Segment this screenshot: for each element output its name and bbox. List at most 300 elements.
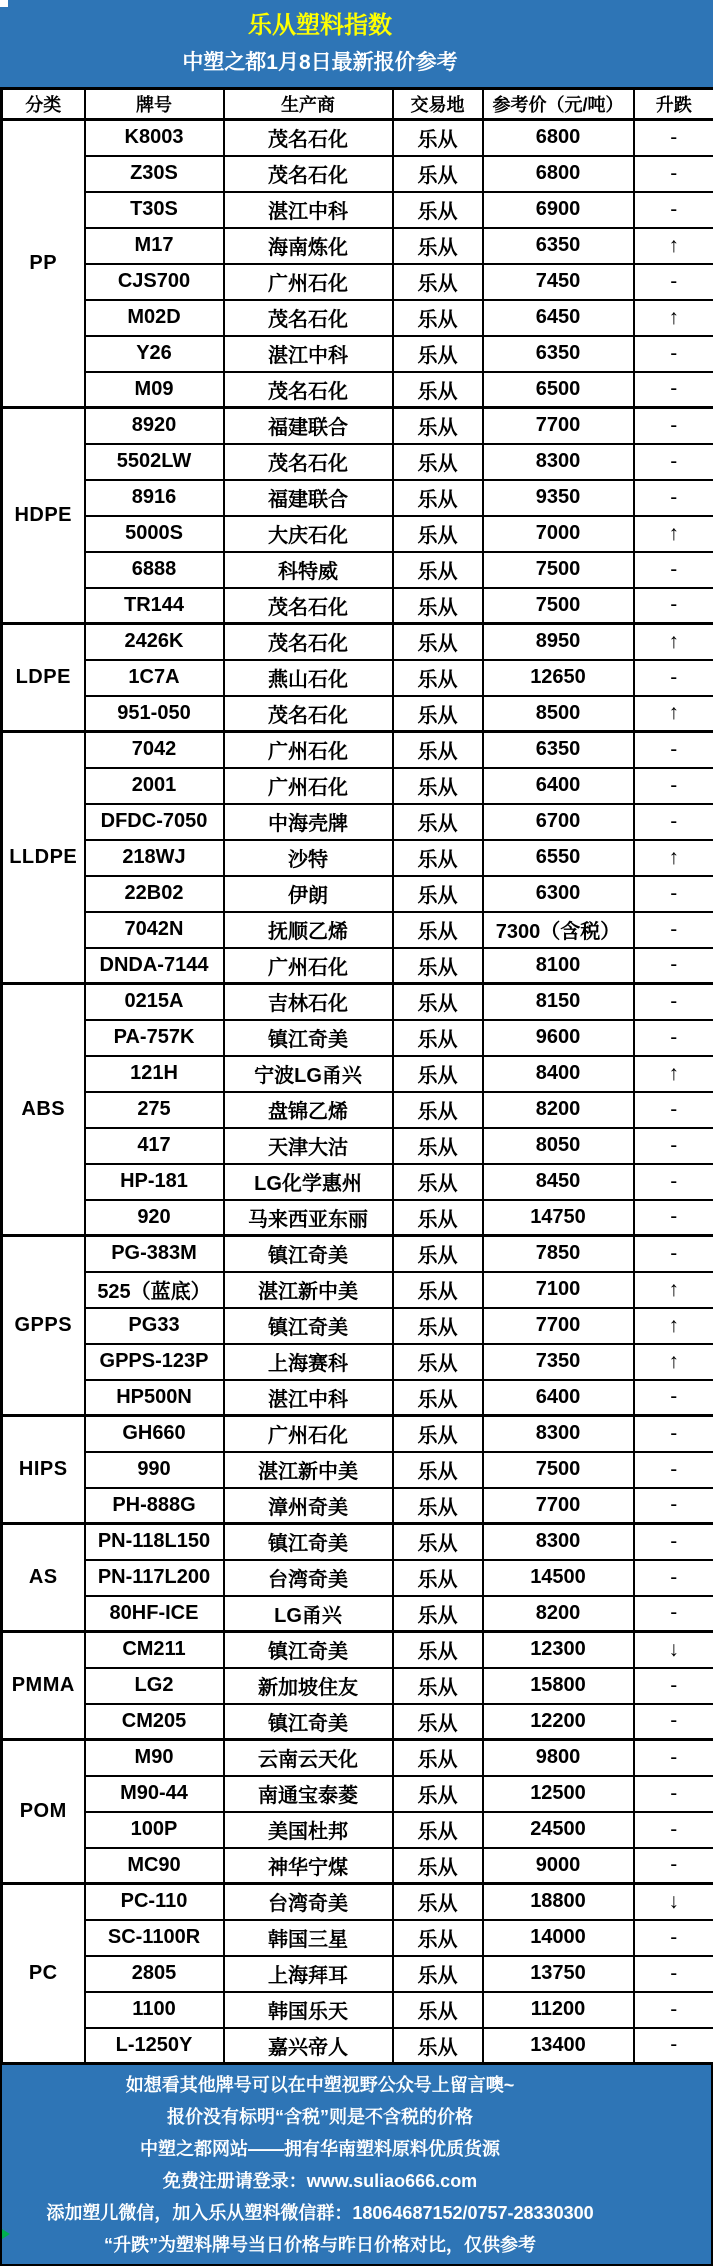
market-cell: 乐从	[393, 156, 483, 192]
market-cell: 乐从	[393, 696, 483, 732]
market-cell: 乐从	[393, 804, 483, 840]
footer-line-5: 添加塑儿微信，加入乐从塑料微信群：18064687152/0757-28330300	[2, 2197, 638, 2229]
price-cell: 6900	[483, 192, 634, 228]
price-cell: 6500	[483, 372, 634, 408]
price-cell: 6350	[483, 228, 634, 264]
producer-cell: 福建联合	[224, 408, 393, 444]
trend-cell: -	[634, 1776, 713, 1812]
producer-cell: 台湾奇美	[224, 1884, 393, 1920]
producer-cell: 美国杜邦	[224, 1812, 393, 1848]
producer-cell: 燕山石化	[224, 660, 393, 696]
producer-cell: 上海拜耳	[224, 1956, 393, 1992]
price-cell: 18800	[483, 1884, 634, 1920]
price-cell: 13750	[483, 1956, 634, 1992]
table-row	[2, 1344, 713, 1380]
trend-cell: -	[634, 552, 713, 588]
table-row	[2, 444, 713, 480]
market-cell: 乐从	[393, 1560, 483, 1596]
market-cell: 乐从	[393, 912, 483, 948]
grade-cell: 2805	[85, 1956, 224, 1992]
grade-cell: GPPS-123P	[85, 1344, 224, 1380]
trend-cell: -	[634, 408, 713, 444]
market-cell: 乐从	[393, 768, 483, 804]
table-row	[2, 192, 713, 228]
footer-line-4: 免费注册请登录：www.suliao666.com	[2, 2165, 638, 2197]
trend-cell: -	[634, 372, 713, 408]
producer-cell: 广州石化	[224, 768, 393, 804]
producer-cell: 广州石化	[224, 732, 393, 768]
table-row	[2, 840, 713, 876]
table-row	[2, 1200, 713, 1236]
price-cell: 7850	[483, 1236, 634, 1272]
market-cell: 乐从	[393, 876, 483, 912]
price-cell: 7700	[483, 1488, 634, 1524]
grade-cell: 22B02	[85, 876, 224, 912]
trend-cell: -	[634, 1992, 713, 2028]
producer-cell: 湛江新中美	[224, 1452, 393, 1488]
table-row	[2, 336, 713, 372]
price-cell: 8500	[483, 696, 634, 732]
table-row	[2, 408, 713, 444]
grade-cell: 5502LW	[85, 444, 224, 480]
market-cell: 乐从	[393, 1812, 483, 1848]
table-row	[2, 1668, 713, 1704]
price-cell: 7350	[483, 1344, 634, 1380]
grade-cell: T30S	[85, 192, 224, 228]
price-cell: 7100	[483, 1272, 634, 1308]
trend-cell: ↑	[634, 624, 713, 660]
producer-cell: 福建联合	[224, 480, 393, 516]
price-cell: 12650	[483, 660, 634, 696]
grade-cell: 1C7A	[85, 660, 224, 696]
market-cell: 乐从	[393, 984, 483, 1020]
market-cell: 乐从	[393, 1056, 483, 1092]
table-row	[2, 480, 713, 516]
producer-cell: 广州石化	[224, 948, 393, 984]
trend-cell: -	[634, 1416, 713, 1452]
table-row	[2, 264, 713, 300]
table-row	[2, 1164, 713, 1200]
grade-cell: 7042N	[85, 912, 224, 948]
column-header-1: 牌号	[85, 89, 224, 120]
table-row	[2, 696, 713, 732]
table-row	[2, 1236, 713, 1272]
market-cell: 乐从	[393, 1920, 483, 1956]
trend-cell: -	[634, 1200, 713, 1236]
grade-cell: 100P	[85, 1812, 224, 1848]
grade-cell: 525（蓝底）	[85, 1272, 224, 1308]
table-row	[2, 948, 713, 984]
grade-cell: L-1250Y	[85, 2028, 224, 2064]
grade-cell: 2426K	[85, 624, 224, 660]
trend-cell: -	[634, 444, 713, 480]
price-cell: 14750	[483, 1200, 634, 1236]
grade-cell: 80HF-ICE	[85, 1596, 224, 1632]
market-cell: 乐从	[393, 732, 483, 768]
price-cell: 6450	[483, 300, 634, 336]
table-row	[2, 1416, 713, 1452]
grade-cell: 951-050	[85, 696, 224, 732]
trend-cell: ↑	[634, 1272, 713, 1308]
grade-cell: HP500N	[85, 1380, 224, 1416]
trend-cell: -	[634, 1812, 713, 1848]
grade-cell: Y26	[85, 336, 224, 372]
market-cell: 乐从	[393, 264, 483, 300]
price-cell: 8300	[483, 1416, 634, 1452]
table-row	[2, 1812, 713, 1848]
trend-cell: ↑	[634, 1344, 713, 1380]
price-cell: 9600	[483, 1020, 634, 1056]
trend-cell: -	[634, 1020, 713, 1056]
trend-cell: -	[634, 480, 713, 516]
producer-cell: 伊朗	[224, 876, 393, 912]
producer-cell: 科特威	[224, 552, 393, 588]
price-cell: 7500	[483, 588, 634, 624]
producer-cell: 台湾奇美	[224, 1560, 393, 1596]
price-cell: 12200	[483, 1704, 634, 1740]
trend-cell: -	[634, 1128, 713, 1164]
table-row	[2, 1560, 713, 1596]
grade-cell: PG-383M	[85, 1236, 224, 1272]
column-header-5: 升跌	[634, 89, 713, 120]
trend-cell: -	[634, 1704, 713, 1740]
producer-cell: 镇江奇美	[224, 1524, 393, 1560]
price-cell: 6400	[483, 1380, 634, 1416]
price-cell: 14000	[483, 1920, 634, 1956]
market-cell: 乐从	[393, 1884, 483, 1920]
price-cell: 8300	[483, 1524, 634, 1560]
trend-cell: -	[634, 984, 713, 1020]
market-cell: 乐从	[393, 1092, 483, 1128]
table-row	[2, 1128, 713, 1164]
producer-cell: 海南炼化	[224, 228, 393, 264]
producer-cell: 南通宝泰菱	[224, 1776, 393, 1812]
producer-cell: 湛江新中美	[224, 1272, 393, 1308]
table-row	[2, 1884, 713, 1920]
price-cell: 6400	[483, 768, 634, 804]
market-cell: 乐从	[393, 1380, 483, 1416]
producer-cell: 神华宁煤	[224, 1848, 393, 1884]
market-cell: 乐从	[393, 444, 483, 480]
price-table	[0, 87, 713, 2065]
trend-cell: -	[634, 588, 713, 624]
table-row	[2, 1020, 713, 1056]
grade-cell: 8920	[85, 408, 224, 444]
footer-line-1: 如想看其他牌号可以在中塑视野公众号上留言噢~	[2, 2069, 638, 2101]
producer-cell: 茂名石化	[224, 696, 393, 732]
grade-cell: PC-110	[85, 1884, 224, 1920]
producer-cell: 抚顺乙烯	[224, 912, 393, 948]
producer-cell: 广州石化	[224, 264, 393, 300]
grade-cell: M90-44	[85, 1776, 224, 1812]
category-cell: PP	[2, 120, 85, 408]
market-cell: 乐从	[393, 120, 483, 156]
producer-cell: 湛江中科	[224, 1380, 393, 1416]
grade-cell: LG2	[85, 1668, 224, 1704]
producer-cell: 漳州奇美	[224, 1488, 393, 1524]
grade-cell: PA-757K	[85, 1020, 224, 1056]
market-cell: 乐从	[393, 1632, 483, 1668]
market-cell: 乐从	[393, 660, 483, 696]
market-cell: 乐从	[393, 1308, 483, 1344]
trend-cell: ↑	[634, 696, 713, 732]
table-row	[2, 1452, 713, 1488]
price-cell: 9000	[483, 1848, 634, 1884]
trend-cell: -	[634, 1740, 713, 1776]
trend-cell: -	[634, 660, 713, 696]
grade-cell: CM211	[85, 1632, 224, 1668]
trend-cell: ↑	[634, 840, 713, 876]
grade-cell: PN-118L150	[85, 1524, 224, 1560]
grade-cell: 0215A	[85, 984, 224, 1020]
trend-cell: ↓	[634, 1884, 713, 1920]
producer-cell: 上海赛科	[224, 1344, 393, 1380]
header-banner	[0, 0, 713, 87]
market-cell: 乐从	[393, 228, 483, 264]
market-cell: 乐从	[393, 1488, 483, 1524]
producer-cell: 吉林石化	[224, 984, 393, 1020]
price-cell: 6550	[483, 840, 634, 876]
table-row	[2, 2028, 713, 2064]
table-row	[2, 1632, 713, 1668]
market-cell: 乐从	[393, 1452, 483, 1488]
producer-cell: 镇江奇美	[224, 1632, 393, 1668]
price-cell: 8050	[483, 1128, 634, 1164]
trend-cell: -	[634, 1092, 713, 1128]
producer-cell: 茂名石化	[224, 120, 393, 156]
producer-cell: 茂名石化	[224, 372, 393, 408]
column-header-4: 参考价（元/吨）	[483, 89, 634, 120]
producer-cell: 新加坡住友	[224, 1668, 393, 1704]
trend-cell: -	[634, 948, 713, 984]
trend-cell: -	[634, 1164, 713, 1200]
grade-cell: M09	[85, 372, 224, 408]
grade-cell: SC-1100R	[85, 1920, 224, 1956]
category-cell: POM	[2, 1740, 85, 1884]
grade-cell: CJS700	[85, 264, 224, 300]
producer-cell: LG化学惠州	[224, 1164, 393, 1200]
producer-cell: 韩国三星	[224, 1920, 393, 1956]
market-cell: 乐从	[393, 408, 483, 444]
producer-cell: 茂名石化	[224, 300, 393, 336]
producer-cell: 湛江中科	[224, 192, 393, 228]
price-cell: 9350	[483, 480, 634, 516]
trend-cell: -	[634, 1236, 713, 1272]
grade-cell: DNDA-7144	[85, 948, 224, 984]
price-cell: 8300	[483, 444, 634, 480]
producer-cell: 镇江奇美	[224, 1308, 393, 1344]
price-cell: 12300	[483, 1632, 634, 1668]
trend-cell: ↓	[634, 1632, 713, 1668]
market-cell: 乐从	[393, 300, 483, 336]
category-cell: LDPE	[2, 624, 85, 732]
price-cell: 6300	[483, 876, 634, 912]
price-cell: 8100	[483, 948, 634, 984]
table-row	[2, 1272, 713, 1308]
trend-cell: -	[634, 768, 713, 804]
producer-cell: 韩国乐天	[224, 1992, 393, 2028]
footer-line-2: 报价没有标明“含税”则是不含税的价格	[2, 2101, 638, 2133]
price-cell: 6350	[483, 336, 634, 372]
grade-cell: 417	[85, 1128, 224, 1164]
price-cell: 8400	[483, 1056, 634, 1092]
grade-cell: 218WJ	[85, 840, 224, 876]
producer-cell: 茂名石化	[224, 156, 393, 192]
market-cell: 乐从	[393, 588, 483, 624]
price-cell: 7300（含税）	[483, 912, 634, 948]
price-cell: 7450	[483, 264, 634, 300]
price-cell: 8150	[483, 984, 634, 1020]
category-cell: HDPE	[2, 408, 85, 624]
price-cell: 8200	[483, 1092, 634, 1128]
footer-banner	[0, 2065, 713, 2266]
grade-cell: CM205	[85, 1704, 224, 1740]
grade-cell: M90	[85, 1740, 224, 1776]
price-cell: 6800	[483, 156, 634, 192]
trend-cell: ↑	[634, 1056, 713, 1092]
producer-cell: 中海壳牌	[224, 804, 393, 840]
grade-cell: 275	[85, 1092, 224, 1128]
grade-cell: TR144	[85, 588, 224, 624]
footer-line-6: “升跌”为塑料牌号当日价格与昨日价格对比，仅供参考	[2, 2229, 638, 2261]
producer-cell: 镇江奇美	[224, 1020, 393, 1056]
table-row	[2, 300, 713, 336]
trend-cell: -	[634, 1668, 713, 1704]
price-cell: 7700	[483, 1308, 634, 1344]
table-row	[2, 1776, 713, 1812]
grade-cell: M17	[85, 228, 224, 264]
table-row	[2, 156, 713, 192]
table-row	[2, 804, 713, 840]
table-row	[2, 1308, 713, 1344]
trend-cell: -	[634, 1452, 713, 1488]
grade-cell: PH-888G	[85, 1488, 224, 1524]
price-cell: 8950	[483, 624, 634, 660]
market-cell: 乐从	[393, 1164, 483, 1200]
table-row	[2, 1056, 713, 1092]
producer-cell: 沙特	[224, 840, 393, 876]
table-header-row	[2, 89, 713, 120]
trend-cell: ↑	[634, 1308, 713, 1344]
category-cell: AS	[2, 1524, 85, 1632]
grade-cell: 1100	[85, 1992, 224, 2028]
category-cell: HIPS	[2, 1416, 85, 1524]
grade-cell: 8916	[85, 480, 224, 516]
grade-cell: PN-117L200	[85, 1560, 224, 1596]
price-cell: 8450	[483, 1164, 634, 1200]
market-cell: 乐从	[393, 1272, 483, 1308]
table-row	[2, 552, 713, 588]
grade-cell: 121H	[85, 1056, 224, 1092]
screenshot-corner-artifact	[0, 0, 8, 7]
grade-cell: 7042	[85, 732, 224, 768]
price-cell: 8200	[483, 1596, 634, 1632]
grade-cell: M02D	[85, 300, 224, 336]
price-cell: 6700	[483, 804, 634, 840]
price-cell: 7500	[483, 1452, 634, 1488]
producer-cell: 湛江中科	[224, 336, 393, 372]
trend-cell: -	[634, 156, 713, 192]
table-row	[2, 1596, 713, 1632]
price-cell: 13400	[483, 2028, 634, 2064]
producer-cell: 茂名石化	[224, 624, 393, 660]
grade-cell: GH660	[85, 1416, 224, 1452]
price-cell: 6800	[483, 120, 634, 156]
table-row	[2, 372, 713, 408]
price-cell: 24500	[483, 1812, 634, 1848]
market-cell: 乐从	[393, 1992, 483, 2028]
market-cell: 乐从	[393, 336, 483, 372]
grade-cell: 990	[85, 1452, 224, 1488]
grade-cell: 6888	[85, 552, 224, 588]
trend-cell: -	[634, 1848, 713, 1884]
market-cell: 乐从	[393, 1704, 483, 1740]
market-cell: 乐从	[393, 1236, 483, 1272]
grade-cell: HP-181	[85, 1164, 224, 1200]
producer-cell: 镇江奇美	[224, 1236, 393, 1272]
category-cell: PC	[2, 1884, 85, 2064]
market-cell: 乐从	[393, 1668, 483, 1704]
trend-cell: -	[634, 2028, 713, 2064]
trend-cell: -	[634, 1920, 713, 1956]
producer-cell: 嘉兴帝人	[224, 2028, 393, 2064]
grade-cell: DFDC-7050	[85, 804, 224, 840]
table-row	[2, 1992, 713, 2028]
trend-cell: -	[634, 264, 713, 300]
market-cell: 乐从	[393, 192, 483, 228]
producer-cell: 宁波LG甬兴	[224, 1056, 393, 1092]
grade-cell: 5000S	[85, 516, 224, 552]
market-cell: 乐从	[393, 1128, 483, 1164]
trend-cell: -	[634, 192, 713, 228]
table-row	[2, 228, 713, 264]
market-cell: 乐从	[393, 1740, 483, 1776]
trend-cell: -	[634, 1596, 713, 1632]
table-row	[2, 1740, 713, 1776]
price-cell: 9800	[483, 1740, 634, 1776]
column-header-3: 交易地	[393, 89, 483, 120]
price-cell: 15800	[483, 1668, 634, 1704]
producer-cell: 广州石化	[224, 1416, 393, 1452]
category-cell: GPPS	[2, 1236, 85, 1416]
trend-cell: -	[634, 1524, 713, 1560]
category-cell: PMMA	[2, 1632, 85, 1740]
producer-cell: LG甬兴	[224, 1596, 393, 1632]
market-cell: 乐从	[393, 1524, 483, 1560]
producer-cell: 马来西亚东丽	[224, 1200, 393, 1236]
grade-cell: Z30S	[85, 156, 224, 192]
table-row	[2, 1704, 713, 1740]
table-row	[2, 1092, 713, 1128]
table-row	[2, 1848, 713, 1884]
trend-cell: ↑	[634, 300, 713, 336]
table-row	[2, 516, 713, 552]
producer-cell: 盘锦乙烯	[224, 1092, 393, 1128]
table-row	[2, 1380, 713, 1416]
category-cell: ABS	[2, 984, 85, 1236]
trend-cell: -	[634, 876, 713, 912]
market-cell: 乐从	[393, 840, 483, 876]
trend-cell: -	[634, 912, 713, 948]
producer-cell: 茂名石化	[224, 588, 393, 624]
trend-cell: ↑	[634, 516, 713, 552]
table-row	[2, 1524, 713, 1560]
price-cell: 7500	[483, 552, 634, 588]
price-cell: 12500	[483, 1776, 634, 1812]
price-cell: 7700	[483, 408, 634, 444]
table-row	[2, 1920, 713, 1956]
producer-cell: 茂名石化	[224, 444, 393, 480]
